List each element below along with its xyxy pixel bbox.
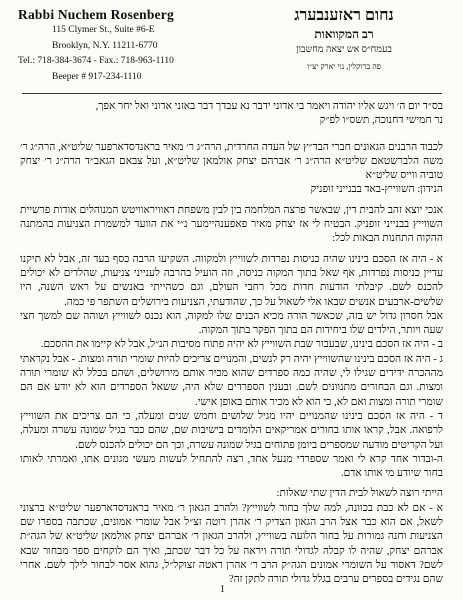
spacer [20,129,443,141]
letterhead-divider [22,93,442,94]
rabbi-title-hebrew: רב המקוואות [314,27,374,41]
dateline-second: נר חמישי דחנוכה, תשס״ו לפ״ק [319,115,443,127]
dateline: בס״ד יום ה׳ ויגש אליו יהודה ויאמר בי אדוני ידבר נא עבדך דבר באזני אדוני ואל יחר אפך, [95,101,443,112]
letter-body [20,100,443,584]
subject-line: הנידון: השווייץ-באד בבנייני זופניק [310,184,443,196]
paragraph-point-a-cont: אבל חסרון גדול יש בזה, שכאשר הורה מכיא הבנים שלו למקוה, הוא נכנס לשווייץ ושוהה שם למשך חצי שעה ויותר, הילדים שלו ביחידות הם בתוך הפקר בתוך המקוה. [20,310,443,337]
letterhead-hebrew [249,6,439,74]
questions-heading: הייתי רוצה לשאול לבית הדין שתי שאלות: [276,488,443,500]
phone-fax: Tel.: 718-384-3674 - Fax.: 718-963-1110 [18,56,174,66]
question-a: א - אם לא כבת בכוונה, למה שלך בחור לשווייץ? ולהרב הגאון ר׳ מאיר בראנדסדארפער שליט״א ברצוני לשאל, אם הוא כבר אצל הרב הגאון הצדיק ר׳ אהרן רוטה זצ״ל אבל שומרי אמונים, שכתבה בספרו שם הצניעות וחנה גמורות על בחור הלועה בשווייץ, ולהרב הגאון ר׳ אברהם יצחק אולמאן שליט״א של הגה״ת אברהם יצחק, שהיה לו קבלה לגדולי תורה ויראה על כל דבר שכתב, ואיך הם לוקחים ספר מבחור שבא לשם? דאסור על השומרי אמונים הגה״ק הרב ר׳ אהרן ראטה זצוקל״ל, גהוא אסר לבחור לילך לשם. אחרי שהם נגידים בספרים ערבים בגלל גדולי תורה לתקן זה? [20,502,443,584]
paragraph-point-c: ג - היה אז הסכם בינינו שהשווייץ יהיה רק לנשים, והמנויים צריכים להיות שומרי תורה ומצות. - אבל נקראתי מההכרה ידידים שגילו לי, שהיה כמה ספרדים שהוא מכיר אותם מירושלים, ושהם בכלל לא שומרי תורה ומצות. וגם הבחורים מתנוונים לשם. ובענין הספרדים שלא היה, ששאל הספרדים הוא לא יודע אם הם שומרי תורה ומצות ואם לא, כי הוא לא מכיר אותם באופן אישי. [20,353,443,408]
city-address: Brooklyn, N.Y. 11211-6770 [52,40,158,51]
page-number: 1 [220,584,225,595]
rabbi-name-english: Rabbi Nuchem Rosenberg [18,7,174,22]
paragraph-point-b: ב - היה אז הסכם בינינו, שבעבור שבת השווייץ לא יהיה פתוח מסיבות הנ״ל, אבל לא קיימו את ההסכם. [40,339,443,351]
paragraph-point-a: א - היה אז הסכם בינינו שהיה כניסות נפרדות לשווייץ ולמקווה. השקיעו הרבה כסף בעד זה, אבל לא תיקנו עדיין כניסות נפרדות, אף שאל בתוך המקוה כניסה, וזה הועיל בהרבה לענייני צניעות, שהלדים לא יכולים להכנס לשם. קיבלתי הודעות חדות מכל רחבי העולם, וגם כשהייתי באנשים על ראש השנה, היו שלשים-ארבעים אנשים שבאו אלי לשאול על כך, שהודעתי, הצניעות בירושלים השתפר פי כמה. [20,253,443,308]
rabbi-name-hebrew: נחום ראזענבערג [294,7,394,24]
paragraph-intro: אנכי יוצא זהב להבית דין, שבאשר פרצה המלחמה בין לבין משפחת דאוויראוויטש המנוהלים אודות פרשיית השווייץ בבנייני זופניק. הבטיח לי אז יצחק מאיר פאפענהיימער נ״י את הוועד למשמרת הצניעות בהמתנה ההקוה התחנות הבאות לכל: [20,204,443,245]
letterhead [0,0,463,92]
street-address: 115 Clymer St., Suite #6-E [52,25,155,35]
beeper-number: Beeper # 917-234-1110 [52,71,142,82]
city-line-hebrew: פה ברוקלין, נוי יארק יצ״ו [306,61,381,71]
addressee: לכבוד הרבנים הגאונים חברי הבד״ץ של העדה החרדית, הרה״ג ר׳ מאיר בראנדסדארפער שליט״א, הרה״ג ר׳ משה הלברשטאם שליט״א הרה״ג ר׳ אברהם יצחק אולמאן שליט״א, ועל צבאם הגאב״ד הרה״ג ר׳ יצחק טוביה ווייס שליט״א [20,141,443,182]
paragraph-point-e: ה-ובדור אחד קרא לי ואמר שספרדי מנעל אחד, רצה להתחיל לעשות מעשי מגונים אתו, ואמרתי לאותו בחור שיודע מי אותו אדם. [20,453,443,480]
book-author-line: בעמח״ס אש יצאה מחשבון [296,45,392,55]
paragraph-point-d: ד - היה אז הסכם בינינו שהמנויים יהיו מגיל שלושים וחמש שנים ומעלה, כי הם צריכים את השווייץ לרפואה. אבל, קראו אותו בחורים אמריקאים הלומדים בישיבות שם, שהם כבר בגיל שמונה עשרה ומעלה, ועל הקריטים מודעה שמספרים ביומן פתוחים בגיל שמונה עשרה, וכך הם יכולים להכנס לשם. [20,410,443,451]
letterhead-english [18,6,218,85]
